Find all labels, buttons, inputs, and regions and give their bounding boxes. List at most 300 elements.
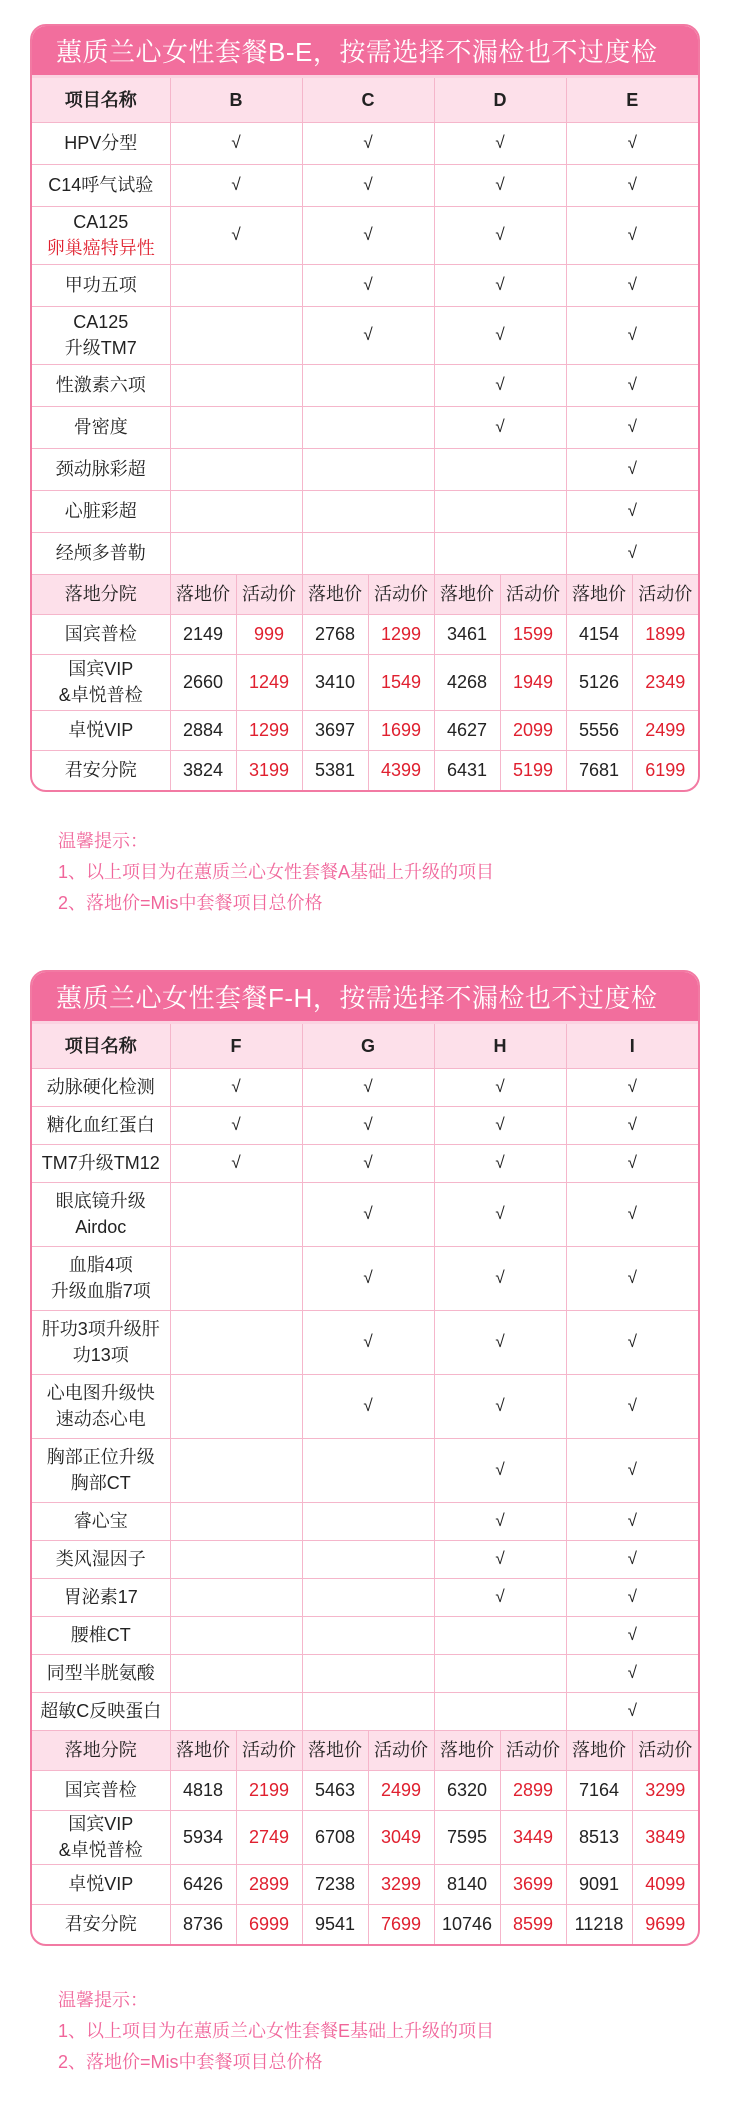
promo-price: 1899 — [632, 614, 698, 654]
table-title: 蕙质兰心女性套餐B-E，按需选择不漏检也不过度检 — [32, 26, 698, 78]
check-mark: √ — [302, 1182, 434, 1246]
check-mark: √ — [434, 1310, 566, 1374]
item-name — [32, 206, 170, 264]
item-name — [32, 264, 170, 306]
check-mark: √ — [566, 122, 698, 164]
item-name-line: 甲功五项 — [64, 275, 137, 295]
promo-price: 1949 — [500, 654, 566, 710]
check-mark: √ — [434, 1438, 566, 1502]
price-header-list: 落地价 — [434, 574, 500, 614]
check-mark — [302, 1502, 434, 1540]
item-name — [32, 1616, 170, 1654]
check-mark: √ — [434, 206, 566, 264]
check-mark: √ — [434, 1182, 566, 1246]
list-price: 4154 — [566, 614, 632, 654]
item-name — [32, 1106, 170, 1144]
price-header-list: 落地价 — [302, 574, 368, 614]
list-price: 2768 — [302, 614, 368, 654]
item-row — [32, 1374, 698, 1438]
item-name — [32, 1502, 170, 1540]
list-price: 6431 — [434, 750, 500, 790]
promo-price: 1699 — [368, 710, 434, 750]
check-mark: √ — [566, 1310, 698, 1374]
promo-price: 2199 — [236, 1770, 302, 1810]
promo-price: 3849 — [632, 1810, 698, 1864]
tips-title: 温馨提示： — [58, 831, 148, 851]
check-mark: √ — [434, 406, 566, 448]
promo-price: 3049 — [368, 1810, 434, 1864]
item-name — [32, 406, 170, 448]
promo-price: 2499 — [368, 1770, 434, 1810]
check-mark: √ — [434, 1578, 566, 1616]
item-name-line: 骨密度 — [73, 417, 128, 437]
promo-price: 3299 — [368, 1864, 434, 1904]
promo-price: 5199 — [500, 750, 566, 790]
price-header-list: 落地价 — [566, 1730, 632, 1770]
item-row — [32, 306, 698, 364]
promo-price: 1549 — [368, 654, 434, 710]
item-name — [32, 1068, 170, 1106]
branch-name — [32, 710, 170, 750]
check-mark — [170, 364, 302, 406]
header-row — [32, 1024, 698, 1068]
check-mark: √ — [170, 1144, 302, 1182]
tips-title: 温馨提示： — [58, 1990, 148, 2010]
price-header-promo: 活动价 — [500, 574, 566, 614]
check-mark: √ — [434, 264, 566, 306]
price-row — [32, 1810, 698, 1864]
check-mark: √ — [302, 1068, 434, 1106]
item-name-line: 眼底镜升级 — [55, 1191, 146, 1211]
item-name-line: HPV分型 — [64, 133, 138, 153]
check-mark — [434, 1692, 566, 1730]
check-mark — [302, 532, 434, 574]
column-header-package: H — [434, 1024, 566, 1068]
item-row — [32, 1246, 698, 1310]
check-mark: √ — [434, 1246, 566, 1310]
item-name-line: 糖化血红蛋白 — [46, 1115, 155, 1135]
price-header-branch: 落地分院 — [32, 574, 170, 614]
item-name — [32, 1246, 170, 1310]
branch-name-line: &卓悦普检 — [58, 685, 143, 705]
list-price: 4268 — [434, 654, 500, 710]
item-row — [32, 1654, 698, 1692]
check-mark: √ — [566, 1578, 698, 1616]
item-name-line: 功13项 — [72, 1345, 129, 1365]
price-row — [32, 1904, 698, 1944]
list-price: 5463 — [302, 1770, 368, 1810]
promo-price: 3449 — [500, 1810, 566, 1864]
item-row — [32, 490, 698, 532]
check-mark — [170, 1310, 302, 1374]
item-name-line: 速动态心电 — [55, 1409, 146, 1429]
check-mark — [170, 306, 302, 364]
item-name-line: 经颅多普勒 — [55, 543, 146, 563]
item-name — [32, 490, 170, 532]
item-name-line: CA125 — [73, 212, 129, 232]
list-price: 8140 — [434, 1864, 500, 1904]
check-mark — [170, 1654, 302, 1692]
check-mark: √ — [170, 1106, 302, 1144]
check-mark: √ — [302, 206, 434, 264]
item-name-line: TM7升级TM12 — [41, 1153, 160, 1173]
branch-name-line: 卓悦VIP — [68, 1874, 134, 1894]
list-price: 5934 — [170, 1810, 236, 1864]
check-mark: √ — [434, 1068, 566, 1106]
check-mark: √ — [566, 1374, 698, 1438]
check-mark — [302, 1692, 434, 1730]
item-row — [32, 364, 698, 406]
branch-name-line: 君安分院 — [64, 1914, 137, 1935]
item-row — [32, 448, 698, 490]
check-mark: √ — [170, 164, 302, 206]
branch-name-line: 国宾普检 — [64, 624, 137, 644]
branch-name — [32, 614, 170, 654]
check-mark — [434, 532, 566, 574]
item-name-line: 胸部CT — [70, 1473, 131, 1493]
check-mark: √ — [302, 164, 434, 206]
check-mark: √ — [434, 1540, 566, 1578]
check-mark: √ — [566, 1246, 698, 1310]
list-price: 3697 — [302, 710, 368, 750]
item-row — [32, 1182, 698, 1246]
item-row — [32, 164, 698, 206]
price-header-list: 落地价 — [566, 574, 632, 614]
check-mark — [302, 1654, 434, 1692]
check-mark — [302, 448, 434, 490]
item-name-line: Airdoc — [75, 1217, 127, 1237]
check-mark: √ — [302, 264, 434, 306]
price-row — [32, 614, 698, 654]
promo-price: 6999 — [236, 1904, 302, 1944]
promo-price: 9699 — [632, 1904, 698, 1944]
check-mark: √ — [302, 306, 434, 364]
check-mark — [170, 1246, 302, 1310]
promo-price: 999 — [236, 614, 302, 654]
branch-name — [32, 1864, 170, 1904]
check-mark: √ — [434, 1106, 566, 1144]
list-price: 5556 — [566, 710, 632, 750]
item-row — [32, 1502, 698, 1540]
item-row — [32, 122, 698, 164]
check-mark: √ — [566, 532, 698, 574]
item-name — [32, 122, 170, 164]
item-row — [32, 1438, 698, 1502]
check-mark: √ — [566, 1502, 698, 1540]
check-mark: √ — [302, 1374, 434, 1438]
branch-name — [32, 750, 170, 790]
check-mark — [434, 1654, 566, 1692]
check-mark: √ — [434, 1502, 566, 1540]
price-header-list: 落地价 — [170, 1730, 236, 1770]
list-price: 4627 — [434, 710, 500, 750]
item-name-line: C14呼气试验 — [48, 175, 154, 195]
list-price: 4818 — [170, 1770, 236, 1810]
check-mark — [170, 1438, 302, 1502]
list-price: 8513 — [566, 1810, 632, 1864]
tips-line: 1、以上项目为在蕙质兰心女性套餐A基础上升级的项目 — [58, 862, 495, 882]
item-name — [32, 1654, 170, 1692]
column-header-item-name: 项目名称 — [32, 1024, 170, 1068]
list-price: 7238 — [302, 1864, 368, 1904]
check-mark: √ — [170, 206, 302, 264]
price-row — [32, 654, 698, 710]
column-header-package: C — [302, 78, 434, 122]
check-mark — [170, 1578, 302, 1616]
item-note-red: 卵巢癌特异性 — [46, 238, 155, 258]
branch-name — [32, 654, 170, 710]
item-name-line: 胃泌素17 — [63, 1587, 138, 1607]
price-header-promo: 活动价 — [368, 1730, 434, 1770]
item-name-line: 胸部正位升级 — [46, 1447, 155, 1467]
item-row — [32, 1616, 698, 1654]
check-mark: √ — [302, 1310, 434, 1374]
item-name-line: 同型半胱氨酸 — [46, 1663, 155, 1683]
promo-price: 1299 — [236, 710, 302, 750]
price-header-list: 落地价 — [302, 1730, 368, 1770]
item-row — [32, 406, 698, 448]
check-mark: √ — [566, 1106, 698, 1144]
tips-block-1 — [58, 826, 678, 919]
list-price: 10746 — [434, 1904, 500, 1944]
price-header-promo: 活动价 — [632, 1730, 698, 1770]
list-price: 3461 — [434, 614, 500, 654]
price-row — [32, 1770, 698, 1810]
list-price: 6426 — [170, 1864, 236, 1904]
item-name-line: CA125 — [73, 312, 129, 332]
item-name — [32, 1374, 170, 1438]
item-name — [32, 1692, 170, 1730]
price-header-list: 落地价 — [434, 1730, 500, 1770]
list-price: 9091 — [566, 1864, 632, 1904]
check-mark: √ — [302, 1246, 434, 1310]
price-header-row — [32, 574, 698, 614]
package-table-b-e — [30, 24, 700, 792]
check-mark: √ — [434, 1374, 566, 1438]
item-name-line: 腰椎CT — [70, 1625, 131, 1645]
column-header-package: F — [170, 1024, 302, 1068]
package-table — [32, 1024, 698, 1944]
check-mark: √ — [434, 1144, 566, 1182]
item-name — [32, 1144, 170, 1182]
promo-price: 2499 — [632, 710, 698, 750]
item-name-line: 超敏C反映蛋白 — [40, 1701, 162, 1721]
check-mark — [302, 1438, 434, 1502]
price-header-promo: 活动价 — [500, 1730, 566, 1770]
check-mark — [302, 1616, 434, 1654]
column-header-item-name: 项目名称 — [32, 78, 170, 122]
list-price: 2884 — [170, 710, 236, 750]
promo-price: 1249 — [236, 654, 302, 710]
item-row — [32, 532, 698, 574]
price-header-list: 落地价 — [170, 574, 236, 614]
check-mark — [170, 532, 302, 574]
check-mark — [434, 490, 566, 532]
list-price: 3824 — [170, 750, 236, 790]
check-mark: √ — [434, 164, 566, 206]
package-table — [32, 78, 698, 790]
branch-name — [32, 1904, 170, 1944]
item-row — [32, 1310, 698, 1374]
item-name-line: 类风湿因子 — [55, 1549, 146, 1569]
check-mark: √ — [302, 1106, 434, 1144]
check-mark: √ — [434, 364, 566, 406]
promo-price: 1299 — [368, 614, 434, 654]
item-name-line: 升级TM7 — [64, 338, 137, 358]
header-row — [32, 78, 698, 122]
promo-price: 4399 — [368, 750, 434, 790]
check-mark: √ — [566, 1692, 698, 1730]
list-price: 3410 — [302, 654, 368, 710]
list-price: 8736 — [170, 1904, 236, 1944]
tips-line: 2、落地价=Mis中套餐项目总价格 — [58, 2052, 323, 2072]
item-row — [32, 1540, 698, 1578]
list-price: 6320 — [434, 1770, 500, 1810]
check-mark: √ — [566, 206, 698, 264]
promo-price: 2349 — [632, 654, 698, 710]
check-mark: √ — [566, 1616, 698, 1654]
price-row — [32, 1864, 698, 1904]
price-header-promo: 活动价 — [236, 574, 302, 614]
check-mark: √ — [566, 490, 698, 532]
item-name-line: 肝功3项升级肝 — [41, 1319, 160, 1339]
item-row — [32, 206, 698, 264]
item-row — [32, 1144, 698, 1182]
promo-price: 2899 — [500, 1770, 566, 1810]
check-mark — [170, 448, 302, 490]
table-title: 蕙质兰心女性套餐F-H，按需选择不漏检也不过度检 — [32, 972, 698, 1024]
column-header-package: I — [566, 1024, 698, 1068]
check-mark — [434, 448, 566, 490]
price-header-row — [32, 1730, 698, 1770]
branch-name — [32, 1770, 170, 1810]
tips-line: 2、落地价=Mis中套餐项目总价格 — [58, 893, 323, 913]
item-name — [32, 306, 170, 364]
column-header-package: D — [434, 78, 566, 122]
item-name — [32, 1578, 170, 1616]
item-name-line: 性激素六项 — [55, 375, 146, 395]
branch-name-line: 卓悦VIP — [68, 720, 134, 740]
promo-price: 8599 — [500, 1904, 566, 1944]
promo-price: 2899 — [236, 1864, 302, 1904]
check-mark — [302, 1540, 434, 1578]
check-mark — [170, 1540, 302, 1578]
check-mark — [170, 1692, 302, 1730]
promo-price: 3299 — [632, 1770, 698, 1810]
check-mark: √ — [566, 1182, 698, 1246]
check-mark: √ — [566, 1438, 698, 1502]
check-mark: √ — [566, 164, 698, 206]
check-mark — [434, 1616, 566, 1654]
check-mark — [170, 1182, 302, 1246]
price-header-promo: 活动价 — [368, 574, 434, 614]
price-header-branch: 落地分院 — [32, 1730, 170, 1770]
list-price: 2660 — [170, 654, 236, 710]
check-mark: √ — [170, 122, 302, 164]
check-mark: √ — [566, 364, 698, 406]
list-price: 11218 — [566, 1904, 632, 1944]
check-mark — [170, 490, 302, 532]
item-name-line: 动脉硬化检测 — [46, 1077, 155, 1097]
check-mark — [302, 406, 434, 448]
item-name — [32, 448, 170, 490]
branch-name-line: 国宾VIP — [68, 1814, 134, 1834]
check-mark: √ — [566, 406, 698, 448]
item-name — [32, 164, 170, 206]
item-row — [32, 1106, 698, 1144]
branch-name-line: 国宾普检 — [64, 1780, 137, 1800]
promo-price: 3199 — [236, 750, 302, 790]
list-price: 6708 — [302, 1810, 368, 1864]
check-mark: √ — [434, 122, 566, 164]
price-header-promo: 活动价 — [632, 574, 698, 614]
promo-price: 4099 — [632, 1864, 698, 1904]
list-price: 2149 — [170, 614, 236, 654]
promo-price: 3699 — [500, 1864, 566, 1904]
check-mark — [170, 1616, 302, 1654]
check-mark: √ — [566, 1540, 698, 1578]
check-mark: √ — [566, 1654, 698, 1692]
branch-name-line: 国宾VIP — [68, 659, 134, 679]
check-mark — [170, 264, 302, 306]
list-price: 5126 — [566, 654, 632, 710]
check-mark: √ — [302, 1144, 434, 1182]
check-mark: √ — [566, 448, 698, 490]
item-name-line: 心脏彩超 — [64, 501, 137, 521]
check-mark: √ — [566, 1144, 698, 1182]
package-table-f-i — [30, 970, 700, 1946]
item-name — [32, 1182, 170, 1246]
item-row — [32, 1692, 698, 1730]
list-price: 5381 — [302, 750, 368, 790]
item-row — [32, 264, 698, 306]
promo-price: 2749 — [236, 1810, 302, 1864]
column-header-package: G — [302, 1024, 434, 1068]
check-mark — [170, 406, 302, 448]
item-name — [32, 364, 170, 406]
list-price: 7164 — [566, 1770, 632, 1810]
item-row — [32, 1578, 698, 1616]
promo-price: 7699 — [368, 1904, 434, 1944]
check-mark: √ — [566, 1068, 698, 1106]
branch-name-line: 君安分院 — [64, 760, 137, 781]
item-name — [32, 532, 170, 574]
check-mark — [302, 364, 434, 406]
item-name-line: 心电图升级快 — [46, 1383, 155, 1403]
column-header-package: E — [566, 78, 698, 122]
check-mark — [170, 1502, 302, 1540]
list-price: 7681 — [566, 750, 632, 790]
promo-price: 6199 — [632, 750, 698, 790]
list-price: 9541 — [302, 1904, 368, 1944]
item-name — [32, 1540, 170, 1578]
check-mark: √ — [566, 264, 698, 306]
item-name-line: 睿心宝 — [73, 1511, 128, 1531]
branch-name-line: &卓悦普检 — [58, 1840, 143, 1860]
item-name-line: 血脂4项 — [68, 1255, 133, 1275]
branch-name — [32, 1810, 170, 1864]
promo-price: 1599 — [500, 614, 566, 654]
price-header-promo: 活动价 — [236, 1730, 302, 1770]
item-name-line: 颈动脉彩超 — [55, 459, 146, 479]
check-mark — [302, 1578, 434, 1616]
check-mark — [302, 490, 434, 532]
list-price: 7595 — [434, 1810, 500, 1864]
promo-price: 2099 — [500, 710, 566, 750]
column-header-package: B — [170, 78, 302, 122]
check-mark — [170, 1374, 302, 1438]
check-mark: √ — [170, 1068, 302, 1106]
